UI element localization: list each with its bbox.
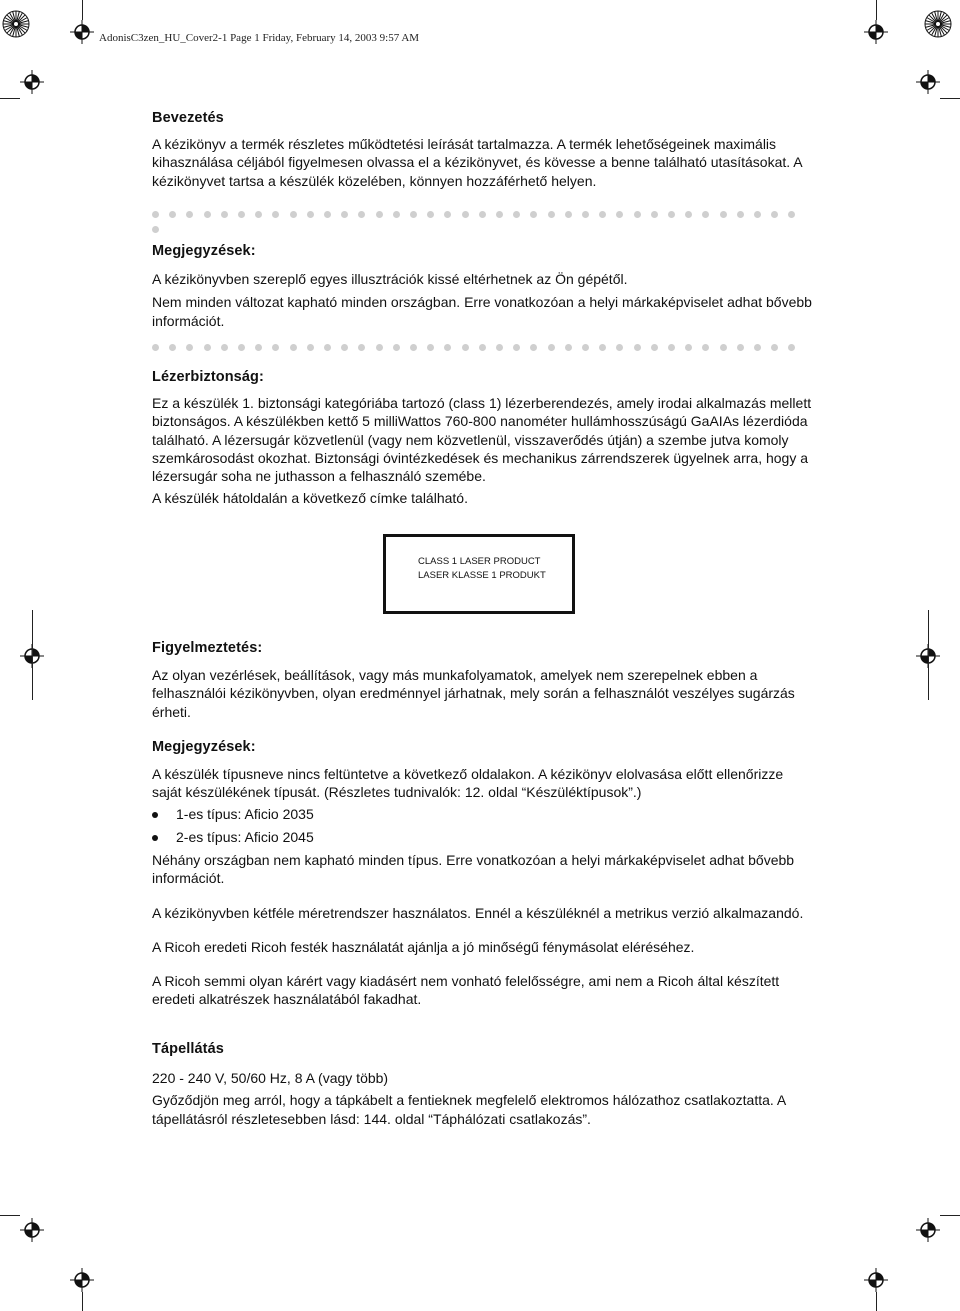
separator-dot bbox=[272, 211, 279, 218]
separator-dot bbox=[341, 344, 348, 351]
intro-text: A kézikönyv a termék részletes működtetési leírását tartalmazza. A termék lehetőségeinek maximális kihasználása céljából figyelmesen olvassa el a kézikönyvet, és kövesse a benne található utasításokat. A kézikönyvet tartsa a készülék közelében, könnyen hozzáférhető helyen. bbox=[152, 136, 802, 189]
separator-dot bbox=[599, 344, 606, 351]
separator-dot bbox=[427, 211, 434, 218]
laser-text: Ez a készülék 1. biztonsági kategóriába tartozó (class 1) lézerberendezés, amely irodai alkalmazás mellett biztonságos. A készülékben kettő 5 milliWattos 760-800 nanométer hullámhosszúságú GaAIAs lézerdióda található. A lézersugár közvetlenül (vagy nem közvetlenül, visszaverődés útján) a szembe jutva komoly szemkárosodást okozhat. Biztonsági óvintézkedések és mechanikus zárrendszerek ügyelnek arra, hogy a lézersugár soha ne juthasson a felhasználó szemébe. bbox=[152, 395, 812, 485]
laser-heading: Lézerbiztonság: bbox=[152, 369, 264, 385]
separator-dot bbox=[358, 211, 365, 218]
separator-dot bbox=[702, 211, 709, 218]
crop-line bbox=[940, 1215, 960, 1216]
notes-text: A készülék típusneve nincs feltüntetve a következő oldalakon. A kézikönyv elolvasása előtt ellenőrizze saját készülékének típusát. (Részletes tudnivalók: 12. oldal “Készüléktípusok”.) bbox=[152, 766, 784, 801]
color-target-icon bbox=[2, 10, 30, 38]
power-text: Győződjön meg arról, hogy a tápkábelt a fentieknek megfelelő elektromos hálózathoz csatlakoztatta. A tápellátásról részletesebben lásd: 144. oldal “Táphálózati csatlakozás”. bbox=[152, 1092, 786, 1127]
separator-dot bbox=[771, 211, 778, 218]
separator-dot bbox=[720, 344, 727, 351]
separator-dot bbox=[582, 211, 589, 218]
separator-dot bbox=[685, 344, 692, 351]
separator-dot bbox=[582, 344, 589, 351]
registration-mark-icon bbox=[70, 20, 94, 44]
notes-box bbox=[152, 243, 812, 330]
dotted-corner-dot bbox=[152, 226, 159, 233]
separator-dot bbox=[513, 344, 520, 351]
separator-dot bbox=[754, 211, 761, 218]
separator-dot bbox=[221, 344, 228, 351]
power-spec: 220 - 240 V, 50/60 Hz, 8 A (vagy több) bbox=[152, 1070, 389, 1086]
separator-dot bbox=[462, 344, 469, 351]
separator-dot bbox=[290, 211, 297, 218]
separator-dot bbox=[444, 344, 451, 351]
registration-mark-icon bbox=[20, 70, 44, 94]
notes-box-line2: Nem minden változat kapható minden országban. Erre vonatkozóan a helyi márkaképviselet adhat bővebb információt. bbox=[152, 294, 812, 329]
separator-dot bbox=[307, 211, 314, 218]
after-bullets-text: Néhány országban nem kapható minden típus. Erre vonatkozóan a helyi márkaképviselet adhat bővebb információt. bbox=[152, 852, 795, 887]
separator-dot bbox=[788, 344, 795, 351]
liability-text: A Ricoh semmi olyan kárért vagy kiadásért nem vonható felelősségre, ami nem a Ricoh által készített eredeti alkatrészek használatából fakadhat. bbox=[152, 973, 780, 1008]
separator-dot bbox=[548, 211, 555, 218]
separator-dot bbox=[410, 211, 417, 218]
separator-dot bbox=[255, 344, 262, 351]
separator-dot bbox=[393, 344, 400, 351]
separator-dot bbox=[548, 344, 555, 351]
intro-heading: Bevezetés bbox=[152, 110, 224, 126]
separator-dot bbox=[616, 344, 623, 351]
notes-section bbox=[152, 739, 812, 802]
separator-dot bbox=[634, 211, 641, 218]
crop-line bbox=[0, 98, 20, 99]
warning-section bbox=[152, 640, 812, 721]
separator-dot bbox=[427, 344, 434, 351]
separator-dot bbox=[565, 344, 572, 351]
intro-section bbox=[152, 110, 812, 190]
notes-heading: Megjegyzések: bbox=[152, 739, 256, 755]
separator-dot bbox=[720, 211, 727, 218]
warning-heading: Figyelmeztetés: bbox=[152, 640, 263, 656]
separator-dot bbox=[255, 211, 262, 218]
separator-dot bbox=[152, 344, 159, 351]
crop-line bbox=[940, 98, 960, 99]
separator-dot bbox=[634, 344, 641, 351]
separator-dot bbox=[530, 211, 537, 218]
laser-label-box bbox=[383, 534, 575, 614]
registration-mark-icon bbox=[916, 1218, 940, 1242]
separator-dot bbox=[651, 211, 658, 218]
separator-dot bbox=[737, 344, 744, 351]
separator-dot bbox=[186, 344, 193, 351]
separator-dot bbox=[204, 344, 211, 351]
separator-dot bbox=[169, 211, 176, 218]
separator-dot bbox=[290, 344, 297, 351]
crop-line bbox=[82, 1292, 83, 1311]
notes-box-heading: Megjegyzések: bbox=[152, 243, 256, 259]
separator-dot bbox=[565, 211, 572, 218]
dotted-separator-top bbox=[152, 211, 804, 219]
list-item-text: 1-es típus: Aficio 2035 bbox=[176, 806, 314, 822]
separator-dot bbox=[496, 344, 503, 351]
separator-dot bbox=[771, 344, 778, 351]
separator-dot bbox=[307, 344, 314, 351]
crop-line bbox=[876, 0, 877, 20]
power-section bbox=[152, 1041, 812, 1128]
separator-dot bbox=[685, 211, 692, 218]
notes-more bbox=[152, 851, 812, 1009]
separator-dot bbox=[668, 344, 675, 351]
registration-mark-icon bbox=[20, 1218, 44, 1242]
separator-dot bbox=[238, 344, 245, 351]
separator-dot bbox=[341, 211, 348, 218]
separator-dot bbox=[410, 344, 417, 351]
separator-dot bbox=[737, 211, 744, 218]
laser-label-line1: CLASS 1 LASER PRODUCT bbox=[418, 556, 541, 567]
separator-dot bbox=[616, 211, 623, 218]
separator-dot bbox=[152, 211, 159, 218]
power-heading: Tápellátás bbox=[152, 1041, 224, 1057]
separator-dot bbox=[238, 211, 245, 218]
laser-section bbox=[152, 369, 812, 508]
registration-mark-icon bbox=[864, 20, 888, 44]
separator-dot bbox=[651, 344, 658, 351]
separator-dot bbox=[324, 344, 331, 351]
separator-dot bbox=[668, 211, 675, 218]
separator-dot bbox=[358, 344, 365, 351]
registration-mark-icon bbox=[70, 1268, 94, 1292]
print-slug: AdonisC3zen_HU_Cover2-1 Page 1 Friday, February 14, 2003 9:57 AM bbox=[99, 32, 420, 44]
separator-dot bbox=[479, 211, 486, 218]
separator-dot bbox=[393, 211, 400, 218]
separator-dot bbox=[221, 211, 228, 218]
metric-text: A kézikönyvben kétféle méretrendszer használatos. Ennél a készüléknél a metrikus verzió alkalmazandó. bbox=[152, 904, 804, 921]
separator-dot bbox=[169, 344, 176, 351]
separator-dot bbox=[702, 344, 709, 351]
separator-dot bbox=[754, 344, 761, 351]
separator-dot bbox=[444, 211, 451, 218]
crop-line bbox=[82, 0, 83, 20]
separator-dot bbox=[479, 344, 486, 351]
crop-line bbox=[928, 610, 929, 700]
warning-text: Az olyan vezérlések, beállítások, vagy más munkafolyamatok, amelyek nem szerepelnek ebben a felhasználói kézikönyvben, olyan eredménnyel járhatnak, mely során a felhasználót veszélyes sugárzás érheti. bbox=[152, 667, 795, 720]
separator-dot bbox=[186, 211, 193, 218]
crop-line bbox=[0, 1215, 20, 1216]
separator-dot bbox=[599, 211, 606, 218]
notes-box-line1: A kézikönyvben szereplő egyes illusztrációk kissé eltérhetnek az Ön gépétől. bbox=[152, 271, 628, 287]
separator-dot bbox=[513, 211, 520, 218]
separator-dot bbox=[462, 211, 469, 218]
list-item-text: 2-es típus: Aficio 2045 bbox=[176, 829, 314, 845]
separator-dot bbox=[204, 211, 211, 218]
laser-label-intro: A készülék hátoldalán a következő címke található. bbox=[152, 490, 468, 507]
separator-dot bbox=[272, 344, 279, 351]
toner-text: A Ricoh eredeti Ricoh festék használatát ajánlja a jó minőségű fénymásolat eléréséhez. bbox=[152, 938, 695, 955]
separator-dot bbox=[376, 211, 383, 218]
separator-dot bbox=[788, 211, 795, 218]
laser-label-line2: LASER KLASSE 1 PRODUKT bbox=[418, 570, 546, 581]
registration-mark-icon bbox=[916, 70, 940, 94]
crop-line bbox=[876, 1292, 877, 1311]
separator-dot bbox=[376, 344, 383, 351]
bullet-icon bbox=[152, 835, 158, 841]
separator-dot bbox=[496, 211, 503, 218]
registration-mark-icon bbox=[864, 1268, 888, 1292]
separator-dot bbox=[324, 211, 331, 218]
separator-dot bbox=[530, 344, 537, 351]
dotted-separator-bottom bbox=[152, 344, 804, 352]
bullet-icon bbox=[152, 812, 158, 818]
crop-line bbox=[32, 610, 33, 700]
color-target-icon bbox=[924, 10, 952, 38]
